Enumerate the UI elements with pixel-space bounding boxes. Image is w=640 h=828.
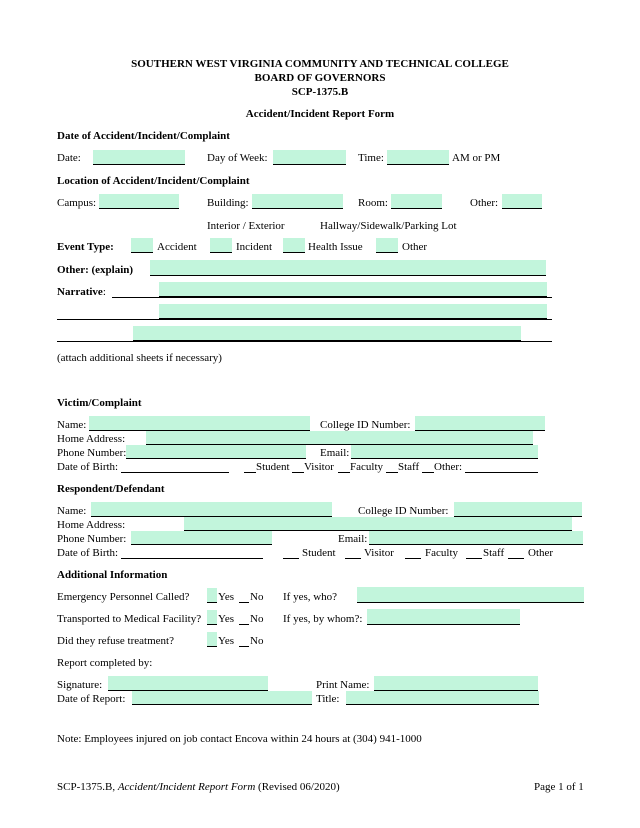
refuse-no-blank[interactable] [239, 646, 249, 647]
victim-address-field[interactable] [146, 431, 533, 445]
respondent-visitor-blank[interactable] [345, 558, 361, 559]
respondent-student-label: Student [302, 547, 336, 559]
event-other-checkbox[interactable] [376, 238, 398, 253]
victim-dob-label: Date of Birth: [57, 461, 119, 473]
victim-address-label: Home Address: [57, 433, 126, 445]
victim-faculty-blank[interactable] [338, 472, 350, 473]
respondent-name-field[interactable] [91, 502, 332, 517]
event-type-label: Event Type: [57, 241, 114, 253]
respondent-college-id-field[interactable] [454, 502, 582, 517]
narrative-colon: : [102, 286, 106, 298]
event-accident-checkbox[interactable] [131, 238, 153, 253]
location-other-field[interactable] [502, 194, 542, 209]
victim-other-blank[interactable] [422, 472, 434, 473]
room-label: Room: [358, 197, 388, 209]
date-section-heading: Date of Accident/Incident/Complaint [57, 130, 230, 142]
other-explain-field[interactable] [150, 260, 546, 276]
date-field[interactable] [93, 150, 185, 165]
respondent-email-label: Email: [338, 533, 368, 545]
victim-dob-line [121, 472, 229, 473]
event-health-issue-checkbox[interactable] [283, 238, 305, 253]
day-of-week-field[interactable] [273, 150, 346, 165]
if-yes-who-field[interactable] [357, 587, 584, 603]
if-yes-by-whom-label: If yes, by whom?: [283, 613, 363, 625]
respondent-staff-blank[interactable] [466, 558, 482, 559]
emergency-yes-label: Yes [218, 591, 235, 603]
hallway-label: Hallway/Sidewalk/Parking Lot [320, 220, 457, 232]
refuse-yes-label: Yes [218, 635, 235, 647]
form-title: Accident/Incident Report Form [245, 108, 395, 120]
time-field[interactable] [387, 150, 449, 165]
date-of-report-label: Date of Report: [57, 693, 126, 705]
footer-code: SCP-1375.B, [57, 781, 116, 793]
signature-label: Signature: [57, 679, 103, 691]
date-label: Date: [57, 152, 81, 164]
respondent-dob-label: Date of Birth: [57, 547, 119, 559]
title-label: Title: [316, 693, 340, 705]
footer-revised: (Revised 06/2020) [258, 781, 340, 793]
victim-heading: Victim/Complaint [57, 397, 142, 409]
victim-visitor-blank[interactable] [292, 472, 304, 473]
victim-email-label: Email: [320, 447, 350, 459]
respondent-college-id-label: College ID Number: [358, 505, 449, 517]
refuse-no-label: No [250, 635, 264, 647]
respondent-dob-line [121, 558, 263, 559]
campus-label: Campus: [57, 197, 97, 209]
building-field[interactable] [252, 194, 343, 209]
respondent-student-blank[interactable] [283, 558, 299, 559]
location-section-heading: Location of Accident/Incident/Complaint [57, 175, 250, 187]
if-yes-who-label: If yes, who? [283, 591, 338, 603]
narrative-line-1 [112, 297, 552, 298]
victim-staff-blank[interactable] [386, 472, 398, 473]
interior-exterior-label: Interior / Exterior [207, 220, 285, 232]
print-name-field[interactable] [374, 676, 538, 691]
campus-field[interactable] [99, 194, 179, 209]
narrative-field-3[interactable] [133, 326, 521, 341]
event-accident-label: Accident [157, 241, 197, 253]
additional-heading: Additional Information [57, 569, 168, 581]
refuse-yes-checkbox[interactable] [207, 632, 217, 647]
respondent-email-field[interactable] [369, 531, 583, 545]
footer-form-info [57, 781, 340, 794]
event-other-label: Other [402, 241, 428, 253]
victim-student-blank[interactable] [244, 472, 256, 473]
room-field[interactable] [391, 194, 442, 209]
respondent-visitor-label: Visitor [364, 547, 394, 559]
victim-name-field[interactable] [89, 416, 310, 431]
event-incident-checkbox[interactable] [210, 238, 232, 253]
footer-form-name: Accident/Incident Report Form [117, 781, 256, 793]
victim-phone-field[interactable] [126, 445, 306, 459]
day-of-week-label: Day of Week: [207, 152, 268, 164]
other-explain-label: Other: (explain) [57, 264, 134, 276]
transported-no-label: No [250, 613, 264, 625]
narrative-label-wrap [57, 286, 106, 299]
transported-yes-checkbox[interactable] [207, 610, 217, 625]
respondent-other-blank[interactable] [508, 558, 524, 559]
victim-name-label: Name: [57, 419, 87, 431]
victim-visitor-label: Visitor [304, 461, 334, 473]
respondent-address-label: Home Address: [57, 519, 126, 531]
victim-staff-label: Staff [398, 461, 420, 473]
policy-code: SCP-1375.B [291, 86, 349, 98]
respondent-phone-field[interactable] [131, 531, 272, 545]
encova-note: Note: Employees injured on job contact Encova within 24 hours at (304) 941-1000 [57, 733, 422, 745]
college-name: SOUTHERN WEST VIRGINIA COMMUNITY AND TECHNICAL COLLEGE [131, 58, 509, 70]
signature-field[interactable] [108, 676, 268, 691]
victim-other-label: Other: [434, 461, 463, 473]
transported-yes-label: Yes [218, 613, 235, 625]
title-field[interactable] [346, 691, 539, 705]
emergency-no-blank[interactable] [239, 602, 249, 603]
respondent-faculty-label: Faculty [425, 547, 458, 559]
respondent-faculty-blank[interactable] [405, 558, 421, 559]
board-title: BOARD OF GOVERNORS [254, 72, 386, 84]
event-incident-label: Incident [236, 241, 273, 253]
respondent-other-label: Other [528, 547, 554, 559]
narrative-label: Narrative [57, 286, 103, 298]
date-of-report-field[interactable] [132, 691, 312, 705]
emergency-no-label: No [250, 591, 264, 603]
narrative-field-1[interactable] [159, 282, 547, 297]
victim-student-label: Student [256, 461, 290, 473]
victim-college-id-field[interactable] [415, 416, 545, 431]
footer-page-number: Page 1 of 1 [534, 781, 584, 793]
victim-phone-label: Phone Number: [57, 447, 127, 459]
respondent-phone-label: Phone Number: [57, 533, 127, 545]
victim-email-field[interactable] [351, 445, 538, 459]
narrative-line-3 [57, 341, 552, 342]
building-label: Building: [207, 197, 249, 209]
am-pm-label: AM or PM [452, 152, 501, 164]
attach-note: (attach additional sheets if necessary) [57, 352, 222, 364]
victim-faculty-label: Faculty [350, 461, 383, 473]
emergency-label: Emergency Personnel Called? [57, 591, 190, 603]
respondent-heading: Respondent/Defendant [57, 483, 165, 495]
time-label: Time: [358, 152, 384, 164]
respondent-address-field[interactable] [184, 517, 572, 531]
respondent-name-label: Name: [57, 505, 87, 517]
narrative-field-2[interactable] [159, 304, 547, 319]
if-yes-by-whom-field[interactable] [367, 609, 520, 625]
event-health-issue-label: Health Issue [308, 241, 363, 253]
victim-college-id-label: College ID Number: [320, 419, 411, 431]
transported-no-blank[interactable] [239, 624, 249, 625]
transported-label: Transported to Medical Facility? [57, 613, 202, 625]
print-name-label: Print Name: [316, 679, 370, 691]
refuse-label: Did they refuse treatment? [57, 635, 174, 647]
emergency-yes-checkbox[interactable] [207, 588, 217, 603]
respondent-staff-label: Staff [483, 547, 505, 559]
completed-by-label: Report completed by: [57, 657, 153, 669]
location-other-label: Other: [470, 197, 499, 209]
victim-other-line[interactable] [465, 472, 538, 473]
narrative-line-2 [57, 319, 552, 320]
